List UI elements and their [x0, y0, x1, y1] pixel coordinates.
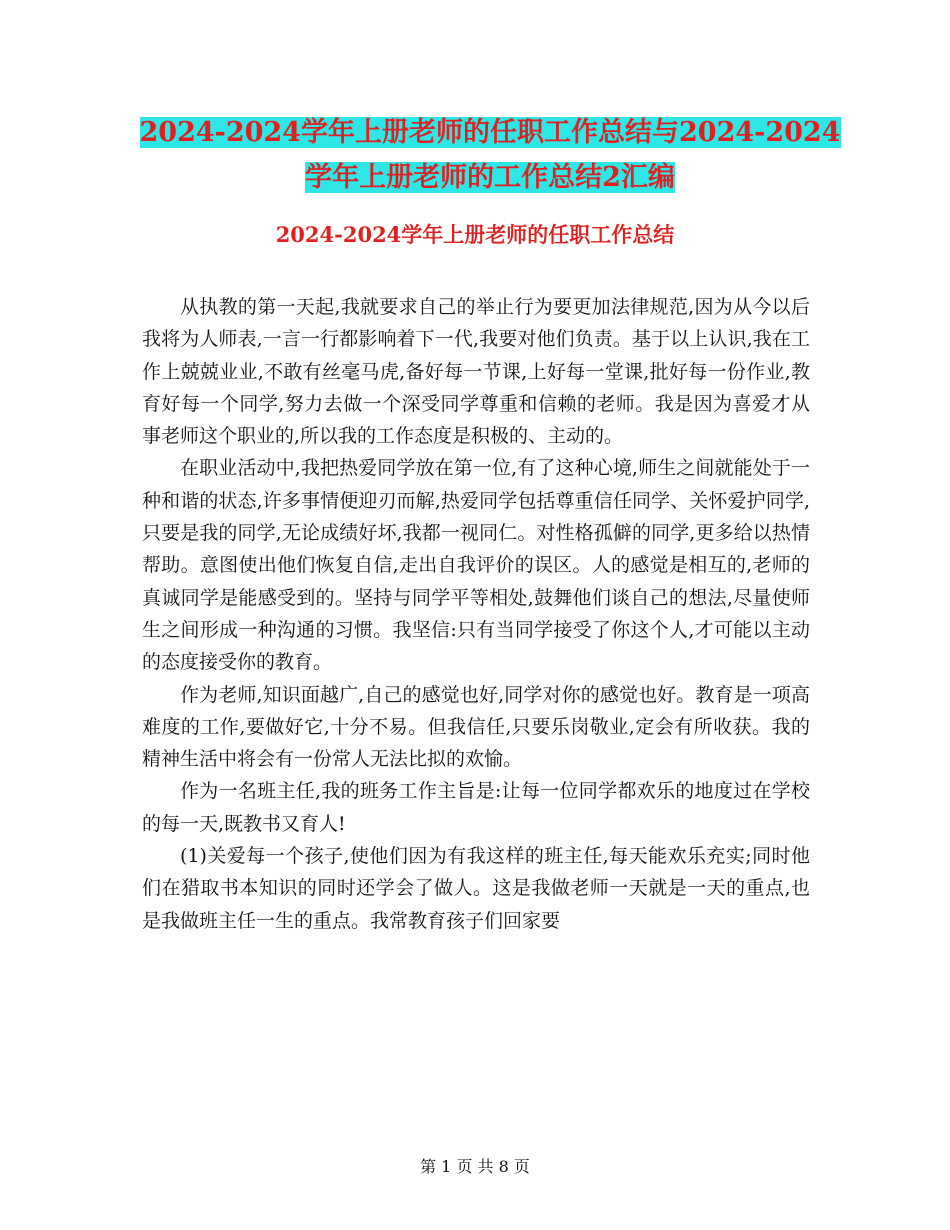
paragraph-4: 作为一名班主任,我的班务工作主旨是:让每一位同学都欢乐的地度过在学校的每一天,既教书又育人!	[142, 780, 810, 835]
document-title-line-2: 学年上册老师的工作总结2汇编	[305, 162, 675, 193]
paragraph-3: 作为老师,知识面越广,自己的感觉也好,同学对你的感觉也好。教育是一项高难度的工作,要做好它,十分不易。但我信任,只要乐岗敬业,定会有所收获。我的精神生活中将会有一份常人无法比拟的欢愉。	[142, 683, 810, 771]
document-title	[110, 110, 870, 200]
document-body	[142, 291, 810, 937]
page-footer: 第 1 页 共 8 页	[420, 1157, 530, 1176]
document-title-line-1: 2024-2024学年上册老师的任职工作总结与2024-2024	[139, 117, 841, 148]
section-title: 2024-2024学年上册老师的任职工作总结	[275, 222, 675, 247]
paragraph-5: (1)关爱每一个孩子,使他们因为有我这样的班主任,每天能欢乐充实;同时他们在猎取书本知识的同时还学会了做人。这是我做老师一天就是一天的重点,也是我做班主任一生的重点。我常教育孩子们回家要	[142, 845, 810, 932]
paragraph-1: 从执教的第一天起,我就要求自己的举止行为要更加法律规范,因为从今以后我将为人师表,一言一行都影响着下一代,我要对他们负责。基于以上认识,我在工作上兢兢业业,不敢有丝毫马虎,备好每一节课,上好每一堂课,批好每一份作业,教育好每一个同学,努力去做一个深受同学尊重和信赖的老师。我是因为喜爱才从事老师这个职业的,所以我的工作态度是积极的、主动的。	[142, 296, 810, 448]
paragraph-2: 在职业活动中,我把热爱同学放在第一位,有了这种心境,师生之间就能处于一种和谐的状态,许多事情便迎刃而解,热爱同学包括尊重信任同学、关怀爱护同学,只要是我的同学,无论成绩好坏,我都一视同仁。对性格孤僻的同学,更多给以热情帮助。意图使出他们恢复自信,走出自我评价的误区。人的感觉是相互的,老师的真诚同学是能感受到的。坚持与同学平等相处,鼓舞他们谈自己的想法,尽量使师生之间形成一种沟通的习惯。我坚信:只有当同学接受了你这个人,才可能以主动的态度接受你的教育。	[142, 457, 810, 674]
